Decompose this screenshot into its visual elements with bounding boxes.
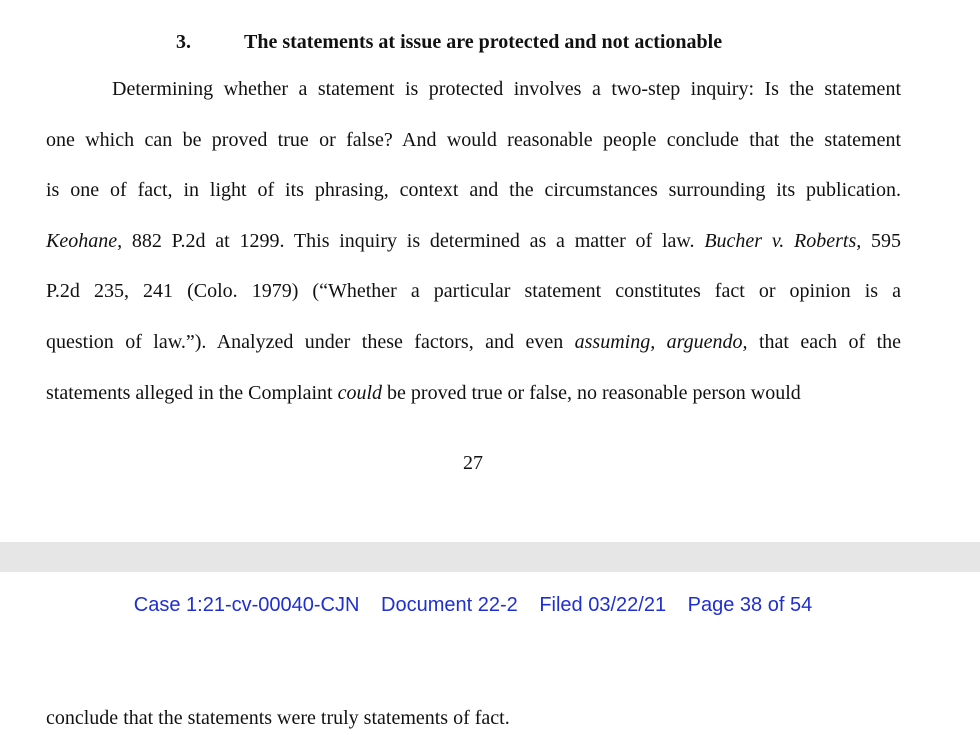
- page-count: Page 38 of 54: [687, 594, 813, 616]
- paragraph-line: [46, 277, 901, 305]
- italic-text: Bucher v. Roberts,: [704, 229, 862, 252]
- paragraph-line: [112, 75, 901, 103]
- italic-text: Keohane,: [46, 229, 123, 252]
- paragraph-line: [46, 227, 901, 255]
- case-number: Case 1:21-cv-00040-CJN: [133, 594, 360, 616]
- paragraph-line: [46, 176, 901, 204]
- paragraph-line: [46, 328, 901, 356]
- text-run: statements alleged in the Complaint: [46, 381, 338, 404]
- continued-text: conclude that the statements were truly statements of fact.: [46, 707, 510, 729]
- text-run: P.2d 235, 241 (Colo. 1979) (“Whether a particular statement constitutes fact or opinion is a: [46, 280, 901, 303]
- paragraph-line: [46, 379, 901, 407]
- section-title: The statements at issue are protected and not actionable: [244, 31, 723, 53]
- case-header: [0, 594, 946, 617]
- text-run: 595: [861, 229, 902, 252]
- text-run: 882 P.2d at 1299. This inquiry is determined as a matter of law.: [122, 229, 705, 252]
- pdf-page-28: [0, 572, 980, 735]
- page-separator: [0, 542, 980, 572]
- section-number: 3.: [176, 31, 191, 53]
- paragraph-line: [46, 126, 901, 154]
- page-number: 27: [463, 452, 483, 474]
- italic-text: could: [337, 381, 383, 404]
- text-run: question of law.”). Analyzed under these factors, and even: [46, 331, 575, 353]
- text-run: Determining whether a statement is protected involves a two-step inquiry: Is the statement: [112, 78, 901, 100]
- filed-date: Filed 03/22/21: [539, 594, 667, 616]
- text-run: that each of the: [747, 331, 902, 353]
- text-run: one which can be proved true or false? And would reasonable people conclude that the statement: [46, 128, 901, 151]
- text-run: be proved true or false, no reasonable person would: [382, 381, 801, 404]
- text-run: is one of fact, in light of its phrasing, context and the circumstances surrounding its publication.: [46, 179, 901, 202]
- document-number: Document 22-2: [381, 594, 518, 616]
- italic-text: assuming, arguendo,: [574, 331, 748, 353]
